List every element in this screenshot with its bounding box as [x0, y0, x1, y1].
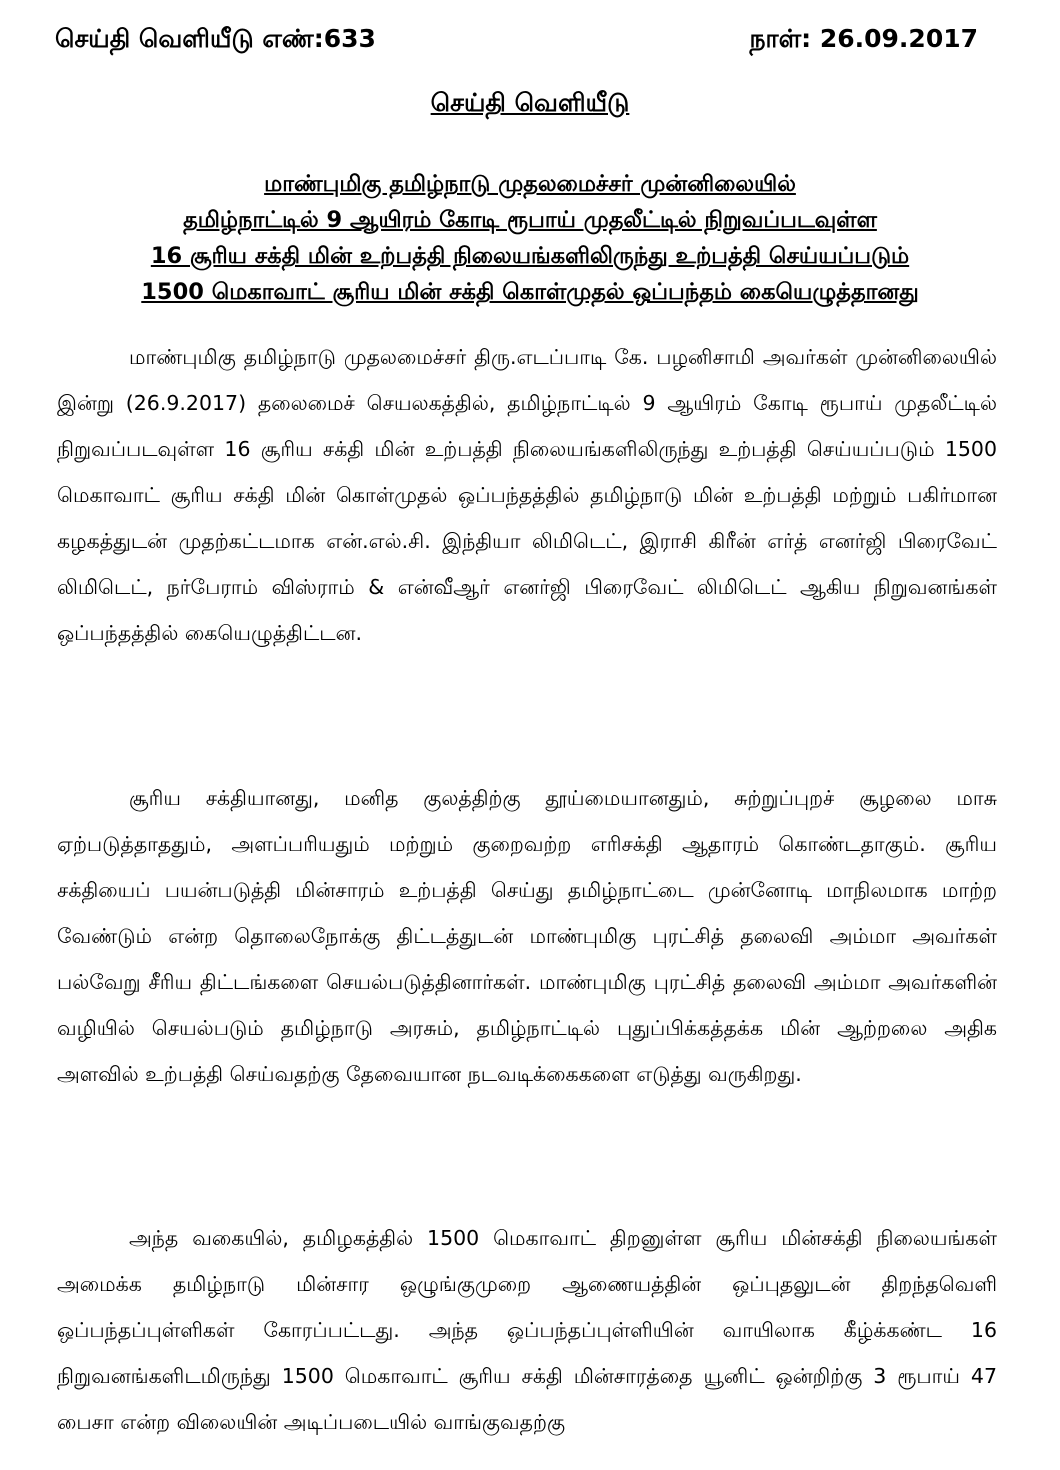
title-line: மாண்புமிகு தமிழ்நாடு முதலமைச்சர் முன்னிலையில்	[264, 171, 796, 197]
body-paragraph: மாண்புமிகு தமிழ்நாடு முதலமைச்சர் திரு.எடப்பாடி கே. பழனிசாமி அவர்கள் முன்னிலையில் இன்று (26.9.2017) தலைமைச் செயலகத்தில், தமிழ்நாட்டில் 9 ஆயிரம் கோடி ரூபாய் முதலீட்டில் நிறுவப்படவுள்ள 16 சூரிய சக்தி மின் உற்பத்தி நிலையங்களிலிருந்து உற்பத்தி செய்யப்படும் 1500 மெகாவாட் சூரிய சக்தி மின் கொள்முதல் ஒப்பந்தத்தில் தமிழ்நாடு மின் உற்பத்தி மற்றும் பகிர்மான கழகத்துடன் முதற்கட்டமாக என்.எல்.சி. இந்தியா லிமிடெட், இராசி கிரீன் எர்த் எனர்ஜி பிரைவேட் லிமிடெட், நர்பேராம் விஸ்ராம் & என்வீஆர் எனர்ஜி பிரைவேட் லிமிடெட் ஆகிய நிறுவனங்கள் ஒப்பந்தத்தில் கையெழுத்திட்டன.	[57, 345, 997, 645]
release-date: நாள்: 26.09.2017	[749, 24, 978, 53]
release-title	[40, 166, 1020, 310]
title-line: தமிழ்நாட்டில் 9 ஆயிரம் கோடி ரூபாய் முதலீட்டில் நிறுவப்படவுள்ள	[183, 207, 877, 233]
document-heading: செய்தி வெளியீடு	[430, 88, 630, 117]
release-number: செய்தி வெளியீடு எண்:633	[55, 24, 376, 53]
body-paragraph: சூரிய சக்தியானது, மனித குலத்திற்கு தூய்மையானதும், சுற்றுப்புறச் சூழலை மாசு ஏற்படுத்தாததும், அளப்பரியதும் மற்றும் குறைவற்ற எரிசக்தி ஆதாரம் கொண்டதாகும். சூரிய சக்தியைப் பயன்படுத்தி மின்சாரம் உற்பத்தி செய்து தமிழ்நாட்டை முன்னோடி மாநிலமாக மாற்ற வேண்டும் என்ற தொலைநோக்கு திட்டத்துடன் மாண்புமிகு புரட்சித் தலைவி அம்மா அவர்கள் பல்வேறு சீரிய திட்டங்களை செயல்படுத்தினார்கள். மாண்புமிகு புரட்சித் தலைவி அம்மா அவர்களின் வழியில் செயல்படும் தமிழ்நாடு அரசும், தமிழ்நாட்டில் புதுப்பிக்கத்தக்க மின் ஆற்றலை அதிக அளவில் உற்பத்தி செய்வதற்கு தேவையான நடவடிக்கைகளை எடுத்து வருகிறது.	[57, 786, 997, 1086]
title-line: 16 சூரிய சக்தி மின் உற்பத்தி நிலையங்களிலிருந்து உற்பத்தி செய்யப்படும்	[150, 243, 910, 269]
title-line: 1500 மெகாவாட் சூரிய மின் சக்தி கொள்முதல் ஒப்பந்தம் கையெழுத்தானது	[141, 279, 919, 305]
body-paragraph: அந்த வகையில், தமிழகத்தில் 1500 மெகாவாட் திறனுள்ள சூரிய மின்சக்தி நிலையங்கள் அமைக்க தமிழ்நாடு மின்சார ஒழுங்குமுறை ஆணையத்தின் ஒப்புதலுடன் திறந்தவெளி ஒப்பந்தப்புள்ளிகள் கோரப்பட்டது. அந்த ஒப்பந்தப்புள்ளியின் வாயிலாக கீழ்க்கண்ட 16 நிறுவனங்களிடமிருந்து 1500 மெகாவாட் சூரிய சக்தி மின்சாரத்தை யூனிட் ஒன்றிற்கு 3 ரூபாய் 47 பைசா என்ற விலையின் அடிப்படையில் வாங்குவதற்கு	[57, 1226, 997, 1434]
